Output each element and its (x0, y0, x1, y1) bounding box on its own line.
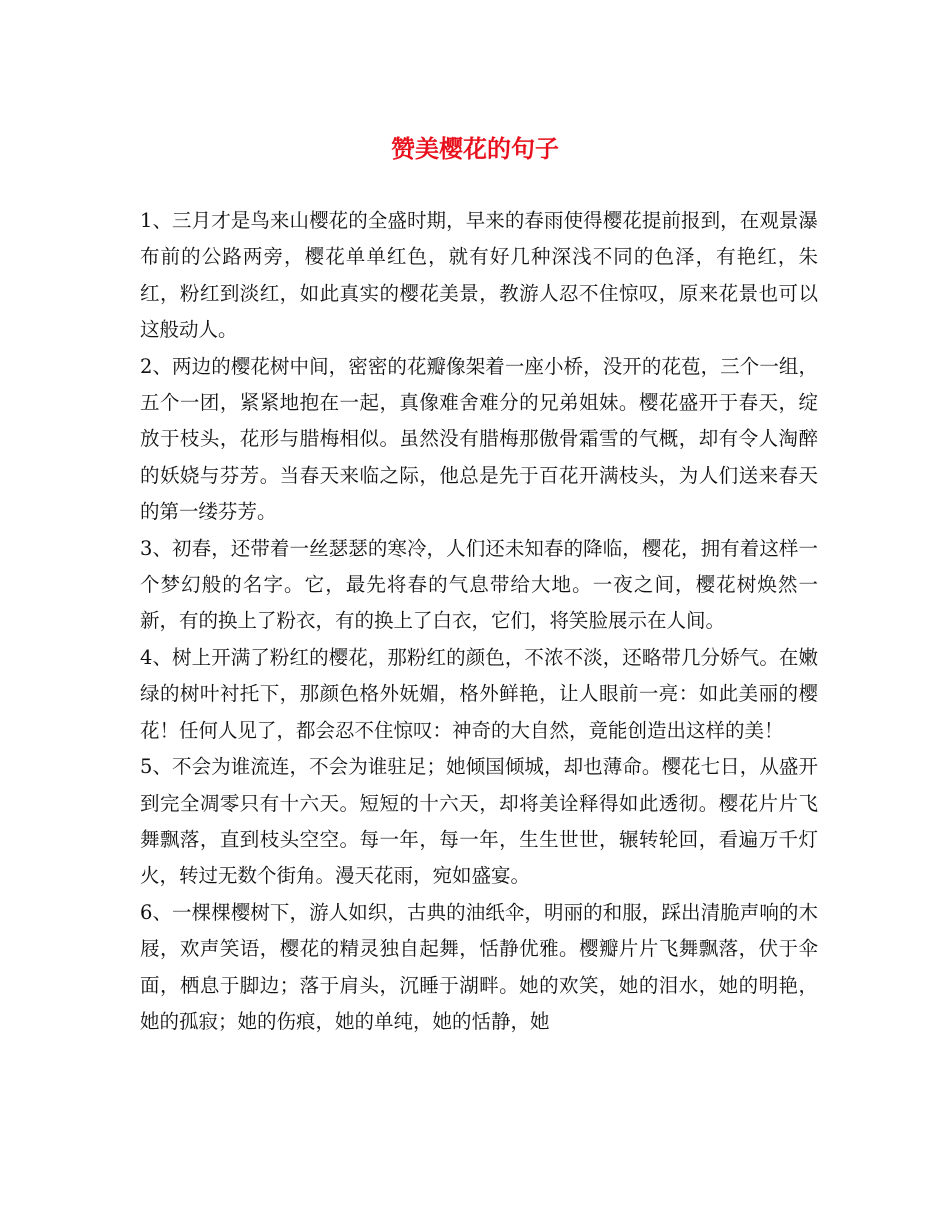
paragraph-6: 6、一棵棵樱树下，游人如织，古典的油纸伞，明丽的和服，踩出清脆声响的木屐，欢声笑语，樱花的精灵独自起舞，恬静优雅。樱瓣片片飞舞飘落，伏于伞面，栖息于脚边；落于肩头，沉睡于湖畔。她的欢笑，她的泪水，她的明艳，她的孤寂；她的伤痕，她的单纯，她的恬静，她 (140, 900, 818, 1033)
paragraph-5: 5、不会为谁流连，不会为谁驻足；她倾国倾城，却也薄命。樱花七日，从盛开到完全凋零只有十六天。短短的十六天，却将美诠释得如此透彻。樱花片片飞舞飘落，直到枝头空空。每一年，每一年，生生世世，辗转轮回，看遍万千灯火，转过无数个街角。漫天花雨，宛如盛宴。 (140, 755, 818, 888)
paragraph-3: 3、初春，还带着一丝瑟瑟的寒冷，人们还未知春的降临，樱花，拥有着这样一个梦幻般的名字。它，最先将春的气息带给大地。一夜之间，樱花树焕然一新，有的换上了粉衣，有的换上了白衣，它们，将笑脸展示在人间。 (140, 536, 818, 633)
paragraph-2: 2、两边的樱花树中间，密密的花瓣像架着一座小桥，没开的花苞，三个一组，五个一团，紧紧地抱在一起，真像难舍难分的兄弟姐妹。樱花盛开于春天，绽放于枝头，花形与腊梅相似。虽然没有腊梅那傲骨霜雪的气概，却有令人淘醉的妖娆与芬芳。当春天来临之际，他总是先于百花开满枝头，为人们送来春天的第一缕芬芳。 (140, 354, 818, 524)
paragraph-1: 1、三月才是鸟来山樱花的全盛时期，早来的春雨使得樱花提前报到，在观景瀑布前的公路两旁，樱花单单红色，就有好几种深浅不同的色泽，有艳红，朱红，粉红到淡红，如此真实的樱花美景，教游人忍不住惊叹，原来花景也可以这般动人。 (140, 209, 818, 342)
document-title: 赞美樱花的句子 (391, 134, 559, 163)
document-body (140, 203, 818, 1040)
paragraph-4: 4、树上开满了粉红的樱花，那粉红的颜色，不浓不淡，还略带几分娇气。在嫩绿的树叶衬托下，那颜色格外妩媚，格外鲜艳，让人眼前一亮：如此美丽的樱花！任何人见了，都会忍不住惊叹：神奇的大自然，竟能创造出这样的美！ (140, 645, 818, 742)
